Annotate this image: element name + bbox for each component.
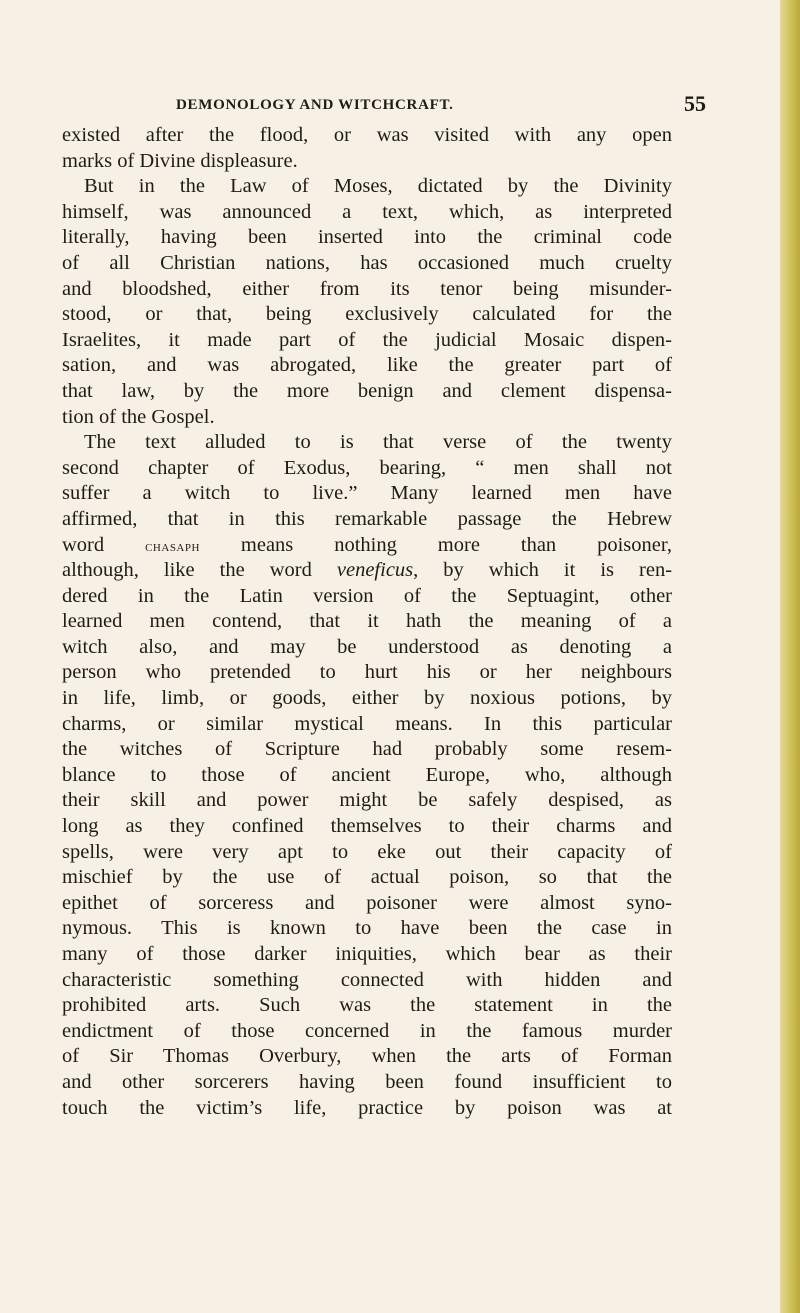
text-line: characteristic something connected with hidden and bbox=[62, 968, 672, 991]
running-head bbox=[176, 91, 706, 121]
text-line: literally, having been inserted into the criminal code bbox=[62, 226, 672, 249]
text-line: witch also, and may be understood as denoting a bbox=[62, 635, 672, 658]
text-line: sation, and was abrogated, like the greater part of bbox=[62, 354, 672, 377]
text-line: nymous. This is known to have been the case in bbox=[62, 917, 672, 940]
text-line: their skill and power might be safely despised, as bbox=[62, 789, 672, 812]
text-line: Israelites, it made part of the judicial Mosaic dispen- bbox=[62, 328, 672, 351]
text-line: The text alluded to is that verse of the twenty bbox=[84, 431, 672, 454]
page-edge bbox=[780, 0, 800, 1313]
text-line: blance to those of ancient Europe, who, although bbox=[62, 763, 672, 786]
latin-term: veneficus bbox=[336, 559, 414, 582]
text-line: that law, by the more benign and clement dispensa- bbox=[62, 379, 672, 402]
text-line: himself, was announced a text, which, as interpreted bbox=[62, 200, 672, 223]
text-line: of Sir Thomas Overbury, when the arts of Forman bbox=[62, 1045, 672, 1068]
text-line bbox=[62, 558, 672, 584]
text-line: of all Christian nations, has occasioned much cruelty bbox=[62, 251, 672, 274]
text-line: dered in the Latin version of the Septuagint, other bbox=[62, 584, 672, 607]
text-line bbox=[62, 533, 672, 559]
text-line: epithet of sorceress and poisoner were almost syno- bbox=[62, 891, 672, 914]
text-line: charms, or similar mystical means. In this particular bbox=[62, 712, 672, 735]
text-line: suffer a witch to live.” Many learned men have bbox=[62, 482, 672, 505]
text-line: in life, limb, or goods, either by noxious potions, by bbox=[62, 687, 672, 710]
text-line: existed after the flood, or was visited with any open bbox=[62, 124, 672, 146]
text-segment: although, like the word bbox=[62, 559, 312, 582]
text-line: spells, were very apt to eke out their capacity of bbox=[62, 840, 672, 863]
text-line: mischief by the use of actual poison, so that the bbox=[62, 866, 672, 889]
text-line: the witches of Scripture had probably some resem- bbox=[62, 738, 672, 761]
page-number: 55 bbox=[684, 91, 706, 116]
running-title: DEMONOLOGY AND WITCHCRAFT. bbox=[176, 97, 454, 113]
text-segment: word bbox=[62, 533, 105, 556]
text-line: touch the victim’s life, practice by poison was at bbox=[62, 1096, 672, 1119]
text-line: marks of Divine displeasure. bbox=[62, 149, 298, 172]
text-line: person who pretended to hurt his or her neighbours bbox=[62, 661, 672, 684]
text-line: long as they confined themselves to their charms and bbox=[62, 815, 672, 838]
text-line: and bloodshed, either from its tenor being misunder- bbox=[62, 277, 672, 300]
text-line: affirmed, that in this remarkable passage the Hebrew bbox=[62, 507, 672, 530]
text-line: prohibited arts. Such was the statement in the bbox=[62, 994, 672, 1017]
text-line: tion of the Gospel. bbox=[62, 405, 215, 428]
text-line: But in the Law of Moses, dictated by the Divinity bbox=[84, 175, 672, 198]
text-line: learned men contend, that it hath the meaning of a bbox=[62, 610, 672, 633]
text-line: stood, or that, being exclusively calculated for the bbox=[62, 303, 672, 326]
text-segment: means nothing more than poisoner, bbox=[240, 533, 673, 556]
text-line: and other sorcerers having been found insufficient to bbox=[62, 1070, 672, 1093]
text-line: endictment of those concerned in the famous murder bbox=[62, 1019, 672, 1042]
hebrew-term: chasaph bbox=[145, 538, 200, 555]
text-segment: , by which it is ren- bbox=[413, 559, 673, 582]
text-line: many of those darker iniquities, which bear as their bbox=[62, 943, 672, 965]
body-text bbox=[62, 123, 672, 1121]
text-line: second chapter of Exodus, bearing, “ men shall not bbox=[62, 456, 672, 479]
